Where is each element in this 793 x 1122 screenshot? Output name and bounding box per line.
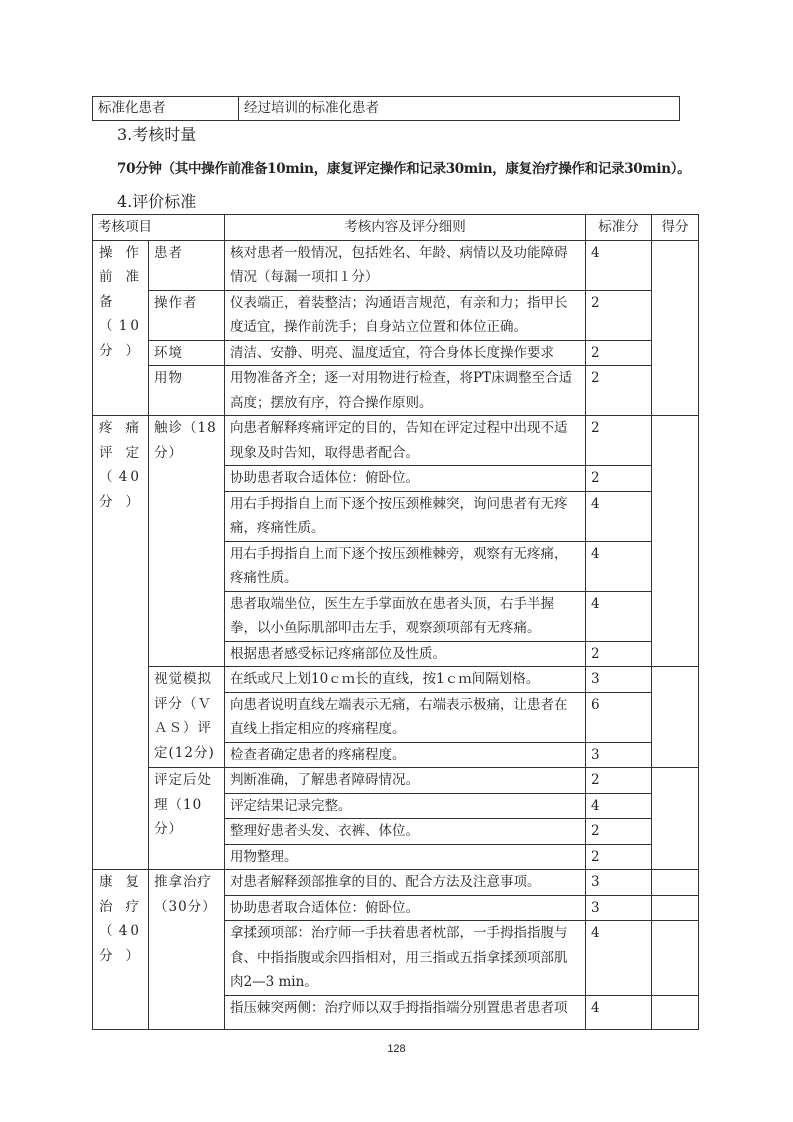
score-cell[interactable] — [652, 895, 699, 921]
item-content: 拿揉颈项部：治疗师一手扶着患者枕部，一手拇指指腹与食、中指指腹或余四指相对，用三指或五指拿揉颈项部肌肉2—3 min。 — [225, 921, 586, 996]
header-score: 得分 — [652, 215, 699, 241]
table-row — [93, 667, 699, 693]
item-standard-score: 3 — [586, 870, 652, 896]
section-label: 康复治疗（40分） — [93, 870, 149, 1030]
subgroup-label: 评定后处理（10分） — [149, 768, 225, 870]
item-content: 对患者解释颈部推拿的目的、配合方法及注意事项。 — [225, 870, 586, 896]
page-number: 128 — [387, 1043, 406, 1055]
item-content: 用物准备齐全；逐一对用物进行检查，将PT床调整至合适高度；摆放有序，符合操作原则。 — [225, 366, 586, 416]
row-value: 经过培训的标准化患者 — [239, 97, 680, 121]
item-content: 在纸或尺上划10ｃｍ长的直线，按1ｃｍ间隔划格。 — [225, 667, 586, 693]
duration-text: 70分钟（其中操作前准备10min，康复评定操作和记录30min，康复治疗操作和记录30min）。 — [117, 161, 691, 177]
item-standard-score: 4 — [586, 793, 652, 819]
score-cell[interactable] — [652, 667, 699, 768]
item-content: 协助患者取合适体位：俯卧位。 — [225, 895, 586, 921]
item-standard-score: 3 — [586, 742, 652, 768]
score-cell[interactable] — [652, 870, 699, 896]
score-cell[interactable] — [652, 240, 699, 416]
item-content: 核对患者一般情况，包括姓名、年龄、病情以及功能障碍情况（每漏一项扣１分） — [225, 240, 586, 290]
item-content: 检查者确定患者的疼痛程度。 — [225, 742, 586, 768]
table-row — [93, 290, 699, 340]
item-content: 向患者解释疼痛评定的目的，告知在评定过程中出现不适现象及时告知，取得患者配合。 — [225, 416, 586, 466]
item-standard-score: 4 — [586, 591, 652, 641]
item-content: 根据患者感受标记疼痛部位及性质。 — [225, 641, 586, 667]
section3-heading: 3.考核时量 — [117, 125, 197, 144]
item-standard-score: 2 — [586, 641, 652, 667]
row-label: 标准化患者 — [93, 97, 239, 121]
item-standard-score: 4 — [586, 921, 652, 996]
subgroup-label: 视觉模拟评分（ＶＡＳ）评定(12分) — [149, 667, 225, 768]
table-header-row — [93, 215, 699, 241]
table-row — [93, 870, 699, 896]
item-standard-score: 2 — [586, 290, 652, 340]
score-cell[interactable] — [652, 921, 699, 996]
table-row — [93, 240, 699, 290]
item-standard-score: 2 — [586, 340, 652, 366]
score-cell[interactable] — [652, 768, 699, 870]
item-standard-score: 4 — [586, 491, 652, 541]
subgroup-label: 环境 — [149, 340, 225, 366]
item-standard-score: 2 — [586, 366, 652, 416]
item-content: 协助患者取合适体位：俯卧位。 — [225, 466, 586, 492]
item-standard-score: 3 — [586, 667, 652, 693]
subgroup-label: 操作者 — [149, 290, 225, 340]
item-content: 患者取端坐位，医生左手掌面放在患者头顶，右手半握拳，以小鱼际肌部叩击左手，观察颈项部有无疼痛。 — [225, 591, 586, 641]
item-content: 仪表端正，着装整洁；沟通语言规范，有亲和力；指甲长度适宜，操作前洗手；自身站立位置和体位正确。 — [225, 290, 586, 340]
score-cell[interactable] — [652, 416, 699, 667]
score-cell[interactable] — [652, 995, 699, 1029]
item-content: 判断准确，了解患者障碍情况。 — [225, 768, 586, 794]
item-standard-score: 2 — [586, 466, 652, 492]
item-content: 用右手拇指自上而下逐个按压颈椎棘旁，观察有无疼痛，疼痛性质。 — [225, 541, 586, 591]
item-content: 向患者说明直线左端表示无痛，右端表示极痛，让患者在直线上指定相应的疼痛程度。 — [225, 692, 586, 742]
item-content: 指压棘突两侧：治疗师以双手拇指指端分别置患者患者项 — [225, 995, 586, 1029]
item-standard-score: 2 — [586, 844, 652, 870]
subgroup-label: 患者 — [149, 240, 225, 290]
evaluation-criteria-table — [92, 214, 699, 1030]
table-row — [93, 340, 699, 366]
header-item: 考核项目 — [93, 215, 225, 241]
item-content: 评定结果记录完整。 — [225, 793, 586, 819]
item-standard-score: 6 — [586, 692, 652, 742]
section-label: 操作前准备（10分） — [93, 240, 149, 416]
section-label: 疼痛评定（40分） — [93, 416, 149, 870]
item-content: 清洁、安静、明亮、温度适宜，符合身体长度操作要求 — [225, 340, 586, 366]
subgroup-label: 用物 — [149, 366, 225, 416]
item-standard-score: 4 — [586, 995, 652, 1029]
subgroup-label: 触诊（18分） — [149, 416, 225, 667]
item-standard-score: 4 — [586, 240, 652, 290]
item-content: 用右手拇指自上而下逐个按压颈椎棘突，询问患者有无疼痛，疼痛性质。 — [225, 491, 586, 541]
subgroup-label: 推拿治疗（30分） — [149, 870, 225, 1030]
item-content: 整理好患者头发、衣裤、体位。 — [225, 819, 586, 845]
standardized-patient-table — [92, 96, 680, 121]
header-content: 考核内容及评分细则 — [225, 215, 586, 241]
table-row — [93, 768, 699, 794]
item-standard-score: 2 — [586, 819, 652, 845]
item-standard-score: 4 — [586, 541, 652, 591]
item-standard-score: 2 — [586, 768, 652, 794]
item-content: 用物整理。 — [225, 844, 586, 870]
table-row — [93, 97, 680, 121]
header-standard-score: 标准分 — [586, 215, 652, 241]
table-row — [93, 416, 699, 466]
item-standard-score: 3 — [586, 895, 652, 921]
table-row — [93, 366, 699, 416]
section4-heading: 4.评价标准 — [117, 192, 197, 211]
item-standard-score: 2 — [586, 416, 652, 466]
